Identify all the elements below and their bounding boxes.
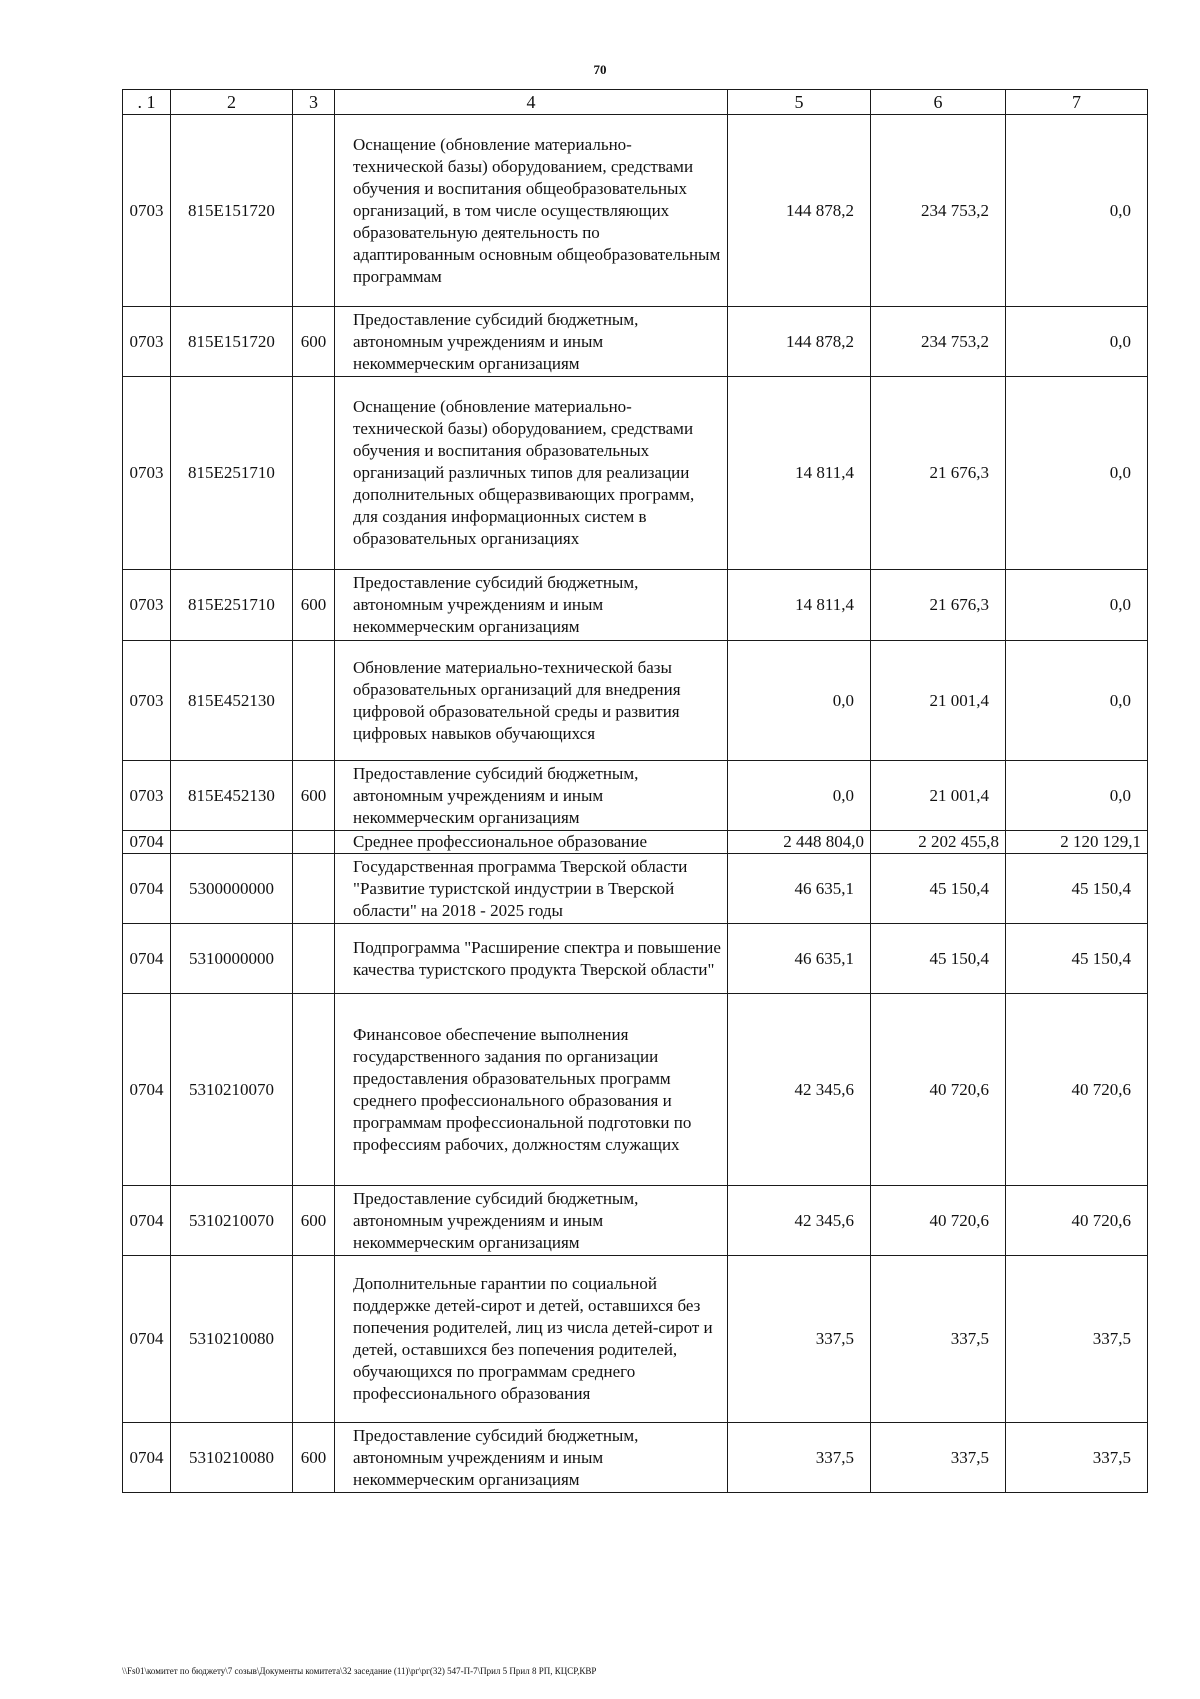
description-cell: Финансовое обеспечение выполнения государственного задания по организации предоставления образовательных программ среднего профессионального образования и программам профессиональной подготовки по профессиям рабочих, должностям служащих xyxy=(335,994,728,1186)
description-cell: Подпрограмма "Расширение спектра и повышение качества туристского продукта Тверской области" xyxy=(335,924,728,994)
amount-col7-cell: 40 720,6 xyxy=(1006,1186,1148,1256)
table-row xyxy=(123,641,1148,761)
expense-type-cell xyxy=(293,1256,335,1423)
amount-col5-cell: 337,5 xyxy=(728,1423,871,1493)
expense-type-cell xyxy=(293,994,335,1186)
footer-file-path: \\Fs01\комитет по бюджету\7 созыв\Документы комитета\32 заседание (11)\рг\рг(32) 547-П-7\Прил 5 Прил 8 РП, КЦСР,КВР xyxy=(122,1666,597,1676)
amount-col5-cell: 42 345,6 xyxy=(728,994,871,1186)
amount-col5-cell: 42 345,6 xyxy=(728,1186,871,1256)
amount-col6-cell: 234 753,2 xyxy=(871,115,1006,307)
description-cell: Среднее профессиональное образование xyxy=(335,831,728,854)
table-row xyxy=(123,1423,1148,1493)
amount-col6-cell: 40 720,6 xyxy=(871,994,1006,1186)
target-article-cell xyxy=(171,831,293,854)
amount-col5-cell: 46 635,1 xyxy=(728,854,871,924)
expense-type-cell: 600 xyxy=(293,1423,335,1493)
amount-col5-cell: 14 811,4 xyxy=(728,377,871,570)
target-article-cell: 815E452130 xyxy=(171,761,293,831)
description-cell: Оснащение (обновление материально-технической базы) оборудованием, средствами обучения и воспитания образовательных организаций различных типов для реализации дополнительных общеразвивающих программ, для создания информационных систем в образовательных организациях xyxy=(335,377,728,570)
target-article-cell: 5310210080 xyxy=(171,1256,293,1423)
table-row xyxy=(123,1186,1148,1256)
amount-col7-cell: 45 150,4 xyxy=(1006,924,1148,994)
table-row xyxy=(123,1256,1148,1423)
amount-col6-cell: 45 150,4 xyxy=(871,854,1006,924)
amount-col6-cell: 337,5 xyxy=(871,1256,1006,1423)
target-article-cell: 5310210070 xyxy=(171,1186,293,1256)
section-code-cell: 0704 xyxy=(123,994,171,1186)
amount-col5-cell: 46 635,1 xyxy=(728,924,871,994)
table-row xyxy=(123,924,1148,994)
amount-col6-cell: 45 150,4 xyxy=(871,924,1006,994)
amount-col6-cell: 2 202 455,8 xyxy=(871,831,1006,854)
target-article-cell: 5310000000 xyxy=(171,924,293,994)
table-row xyxy=(123,377,1148,570)
description-cell: Дополнительные гарантии по социальной поддержке детей-сирот и детей, оставшихся без попечения родителей, лиц из числа детей-сирот и детей, оставшихся без попечения родителей, обучающихся по программам среднего профессионального образования xyxy=(335,1256,728,1423)
amount-col6-cell: 40 720,6 xyxy=(871,1186,1006,1256)
target-article-cell: 5310210080 xyxy=(171,1423,293,1493)
column-header: 3 xyxy=(293,90,335,115)
table-row xyxy=(123,854,1148,924)
description-cell: Предоставление субсидий бюджетным, автономным учреждениям и иным некоммерческим организациям xyxy=(335,1186,728,1256)
expense-type-cell: 600 xyxy=(293,761,335,831)
amount-col5-cell: 14 811,4 xyxy=(728,570,871,641)
amount-col6-cell: 234 753,2 xyxy=(871,307,1006,377)
amount-col7-cell: 337,5 xyxy=(1006,1423,1148,1493)
column-header: 4 xyxy=(335,90,728,115)
column-header: 5 xyxy=(728,90,871,115)
section-code-cell: 0704 xyxy=(123,1256,171,1423)
table-row xyxy=(123,761,1148,831)
section-code-cell: 0703 xyxy=(123,761,171,831)
table-row xyxy=(123,570,1148,641)
amount-col5-cell: 2 448 804,0 xyxy=(728,831,871,854)
expense-type-cell xyxy=(293,924,335,994)
section-code-cell: 0703 xyxy=(123,570,171,641)
table-row xyxy=(123,831,1148,854)
expense-type-cell xyxy=(293,377,335,570)
column-header: 6 xyxy=(871,90,1006,115)
page-number: 70 xyxy=(593,62,607,77)
target-article-cell: 815E452130 xyxy=(171,641,293,761)
target-article-cell: 815E251710 xyxy=(171,377,293,570)
expense-type-cell xyxy=(293,641,335,761)
table-header-row xyxy=(123,90,1148,115)
section-code-cell: 0703 xyxy=(123,377,171,570)
amount-col5-cell: 0,0 xyxy=(728,761,871,831)
section-code-cell: 0704 xyxy=(123,831,171,854)
description-cell: Предоставление субсидий бюджетным, автономным учреждениям и иным некоммерческим организациям xyxy=(335,1423,728,1493)
amount-col5-cell: 144 878,2 xyxy=(728,115,871,307)
budget-table xyxy=(122,89,1148,1493)
description-cell: Оснащение (обновление материально-технической базы) оборудованием, средствами обучения и воспитания общеобразовательных организаций, в том числе осуществляющих образовательную деятельность по адаптированным основным общеобразовательным программам xyxy=(335,115,728,307)
description-cell: Обновление материально-технической базы образовательных организаций для внедрения цифровой образовательной среды и развития цифровых навыков обучающихся xyxy=(335,641,728,761)
section-code-cell: 0704 xyxy=(123,924,171,994)
amount-col7-cell: 0,0 xyxy=(1006,641,1148,761)
table-row xyxy=(123,115,1148,307)
section-code-cell: 0703 xyxy=(123,307,171,377)
description-cell: Предоставление субсидий бюджетным, автономным учреждениям и иным некоммерческим организациям xyxy=(335,307,728,377)
amount-col7-cell: 0,0 xyxy=(1006,570,1148,641)
target-article-cell: 815E251710 xyxy=(171,570,293,641)
amount-col5-cell: 0,0 xyxy=(728,641,871,761)
target-article-cell: 5300000000 xyxy=(171,854,293,924)
amount-col5-cell: 337,5 xyxy=(728,1256,871,1423)
amount-col7-cell: 2 120 129,1 xyxy=(1006,831,1148,854)
amount-col6-cell: 21 001,4 xyxy=(871,641,1006,761)
expense-type-cell xyxy=(293,831,335,854)
column-header: . 1 xyxy=(123,90,171,115)
amount-col7-cell: 40 720,6 xyxy=(1006,994,1148,1186)
section-code-cell: 0703 xyxy=(123,641,171,761)
column-header: 7 xyxy=(1006,90,1148,115)
amount-col7-cell: 0,0 xyxy=(1006,307,1148,377)
description-cell: Предоставление субсидий бюджетным, автономным учреждениям и иным некоммерческим организациям xyxy=(335,570,728,641)
amount-col7-cell: 45 150,4 xyxy=(1006,854,1148,924)
table-row xyxy=(123,307,1148,377)
section-code-cell: 0704 xyxy=(123,1423,171,1493)
section-code-cell: 0704 xyxy=(123,1186,171,1256)
amount-col5-cell: 144 878,2 xyxy=(728,307,871,377)
expense-type-cell: 600 xyxy=(293,307,335,377)
column-header: 2 xyxy=(171,90,293,115)
expense-type-cell xyxy=(293,115,335,307)
section-code-cell: 0704 xyxy=(123,854,171,924)
description-cell: Государственная программа Тверской области "Развитие туристской индустрии в Тверской области" на 2018 - 2025 годы xyxy=(335,854,728,924)
section-code-cell: 0703 xyxy=(123,115,171,307)
amount-col7-cell: 337,5 xyxy=(1006,1256,1148,1423)
amount-col7-cell: 0,0 xyxy=(1006,377,1148,570)
table-row xyxy=(123,994,1148,1186)
target-article-cell: 815E151720 xyxy=(171,307,293,377)
amount-col6-cell: 21 676,3 xyxy=(871,570,1006,641)
amount-col6-cell: 337,5 xyxy=(871,1423,1006,1493)
target-article-cell: 5310210070 xyxy=(171,994,293,1186)
target-article-cell: 815E151720 xyxy=(171,115,293,307)
amount-col6-cell: 21 676,3 xyxy=(871,377,1006,570)
description-cell: Предоставление субсидий бюджетным, автономным учреждениям и иным некоммерческим организациям xyxy=(335,761,728,831)
expense-type-cell xyxy=(293,854,335,924)
amount-col7-cell: 0,0 xyxy=(1006,761,1148,831)
expense-type-cell: 600 xyxy=(293,1186,335,1256)
expense-type-cell: 600 xyxy=(293,570,335,641)
amount-col7-cell: 0,0 xyxy=(1006,115,1148,307)
amount-col6-cell: 21 001,4 xyxy=(871,761,1006,831)
